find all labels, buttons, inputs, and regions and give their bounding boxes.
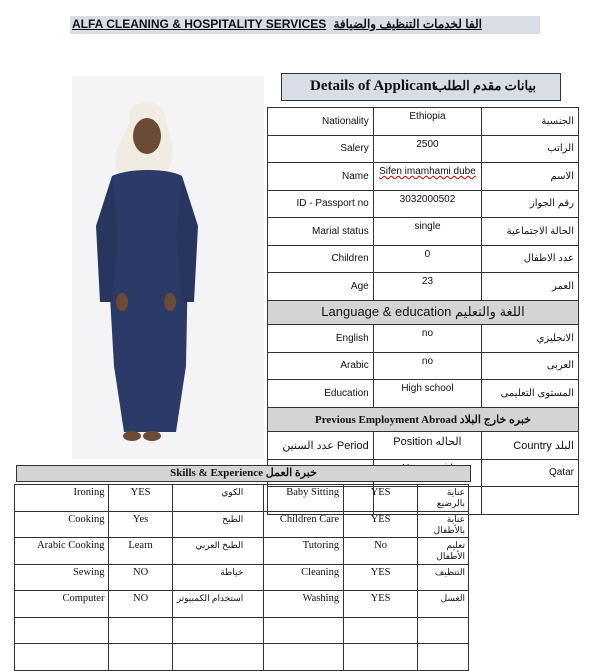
skill-name-ar: الطبخ xyxy=(172,511,264,538)
skill-value: NO xyxy=(109,564,172,591)
education-value: High school xyxy=(373,380,482,408)
name-value: Sifen imamhami dube xyxy=(373,163,482,191)
skill-value: Learn xyxy=(109,538,172,565)
table-row xyxy=(15,591,469,618)
empty-cell xyxy=(172,617,264,644)
skill-name: Sewing xyxy=(15,564,109,591)
table-row xyxy=(268,135,579,163)
applicant-photo xyxy=(72,76,264,459)
table-row xyxy=(268,432,579,460)
skill-name-ar: التنظيف xyxy=(418,564,469,591)
skill-name: Cleaning xyxy=(264,564,344,591)
empty-cell xyxy=(344,617,418,644)
period-header: عدد السنين Period xyxy=(268,432,374,460)
marital-value: single xyxy=(373,218,482,246)
english-value: no xyxy=(373,325,482,353)
name-label: Name xyxy=(268,163,374,191)
skill-value: No xyxy=(344,538,418,565)
table-row xyxy=(268,325,579,353)
skill-name: Ironing xyxy=(15,485,109,512)
children-label-ar: عدد الاطفال xyxy=(482,245,579,273)
name-label-ar: الاسم xyxy=(482,163,579,191)
table-row xyxy=(268,245,579,273)
skill-name: Computer xyxy=(15,591,109,618)
salary-value: 2500 xyxy=(373,135,482,163)
details-title-en: Details of Applicant xyxy=(310,78,437,94)
english-label: English xyxy=(268,325,374,353)
table-row xyxy=(268,190,579,218)
skill-value: YES xyxy=(344,564,418,591)
children-value: 0 xyxy=(373,245,482,273)
table-row xyxy=(15,485,469,512)
company-header xyxy=(70,16,540,34)
skill-name: Baby Sitting xyxy=(264,485,344,512)
skill-name-ar: عناية بالأطفال xyxy=(418,511,469,538)
skill-name-ar: تعليم الأطفال xyxy=(418,538,469,565)
details-title xyxy=(281,73,561,101)
skill-name-ar: الغسل xyxy=(418,591,469,618)
passport-label-ar: رقم الجواز xyxy=(482,190,579,218)
marital-label: Marial status xyxy=(268,218,374,246)
employment-country: Qatar xyxy=(482,459,579,487)
marital-label-ar: الحالة الاجتماعية xyxy=(482,218,579,246)
nationality-value: Ethiopia xyxy=(373,108,482,136)
position-header: Position الحاله xyxy=(373,432,482,460)
employment-band-row xyxy=(268,407,579,432)
skills-table xyxy=(14,484,469,671)
table-row xyxy=(268,108,579,136)
nationality-label-ar: الجنسية xyxy=(482,108,579,136)
empty-cell xyxy=(109,617,172,644)
education-label: Education xyxy=(268,380,374,408)
english-label-ar: الانجليزي xyxy=(482,325,579,353)
empty-cell xyxy=(482,487,579,515)
table-row xyxy=(268,352,579,380)
details-title-ar: بيانات مقدم الطلب xyxy=(434,78,536,93)
arabic-label: Arabic xyxy=(268,352,374,380)
table-row xyxy=(15,538,469,565)
age-value: 23 xyxy=(373,273,482,301)
salary-label-ar: الراتب xyxy=(482,135,579,163)
skill-name-ar: عناية بالرضيع xyxy=(418,485,469,512)
nationality-label: Nationality xyxy=(268,108,374,136)
company-name-en: ALFA CLEANING & HOSPITALITY SERVICES xyxy=(72,17,327,31)
skills-title: Skills & Experience خبرة العمل xyxy=(16,465,471,482)
skill-value: Yes xyxy=(109,511,172,538)
salary-label: Salery xyxy=(268,135,374,163)
skill-name-ar: استخدام الكمبيوتر xyxy=(172,591,264,618)
employment-band: Previous Employment Abroad خبره خارج البلاد xyxy=(268,407,579,432)
table-row xyxy=(15,511,469,538)
age-label: Age xyxy=(268,273,374,301)
skill-value: YES xyxy=(344,591,418,618)
empty-cell xyxy=(15,617,109,644)
empty-cell xyxy=(418,644,469,671)
skill-value: YES xyxy=(109,485,172,512)
empty-cell xyxy=(344,644,418,671)
education-label-ar: المستوى التعليمى xyxy=(482,380,579,408)
skill-value: YES xyxy=(344,511,418,538)
language-band: Language & education اللغة والتعليم xyxy=(268,300,579,325)
table-row xyxy=(268,273,579,301)
arabic-value: no xyxy=(373,352,482,380)
empty-cell xyxy=(264,617,344,644)
table-row xyxy=(268,163,579,191)
skill-name: Arabic Cooking xyxy=(15,538,109,565)
empty-cell xyxy=(15,644,109,671)
table-row xyxy=(268,380,579,408)
skill-name-ar: الطبخ العربي xyxy=(172,538,264,565)
passport-value: 3032000502 xyxy=(373,190,482,218)
skill-name: Washing xyxy=(264,591,344,618)
skill-value: YES xyxy=(344,485,418,512)
company-name-ar: الفا لخدمات التنظيف والضيافة xyxy=(333,17,482,31)
skill-name-ar: خياطة xyxy=(172,564,264,591)
age-label-ar: العمر xyxy=(482,273,579,301)
table-row xyxy=(15,617,469,644)
arabic-label-ar: العربى xyxy=(482,352,579,380)
applicant-details-table xyxy=(267,107,579,515)
empty-cell xyxy=(109,644,172,671)
language-band-row xyxy=(268,300,579,325)
skill-name: Children Care xyxy=(264,511,344,538)
table-row xyxy=(268,218,579,246)
empty-cell xyxy=(172,644,264,671)
passport-label: ID - Passport no xyxy=(268,190,374,218)
country-header: Country البلد xyxy=(482,432,579,460)
empty-cell xyxy=(264,644,344,671)
skill-name: Cooking xyxy=(15,511,109,538)
table-row xyxy=(15,644,469,671)
skill-name-ar: الكوي xyxy=(172,485,264,512)
table-row xyxy=(15,564,469,591)
skill-value: NO xyxy=(109,591,172,618)
empty-cell xyxy=(418,617,469,644)
skill-name: Tutoring xyxy=(264,538,344,565)
children-label: Children xyxy=(268,245,374,273)
